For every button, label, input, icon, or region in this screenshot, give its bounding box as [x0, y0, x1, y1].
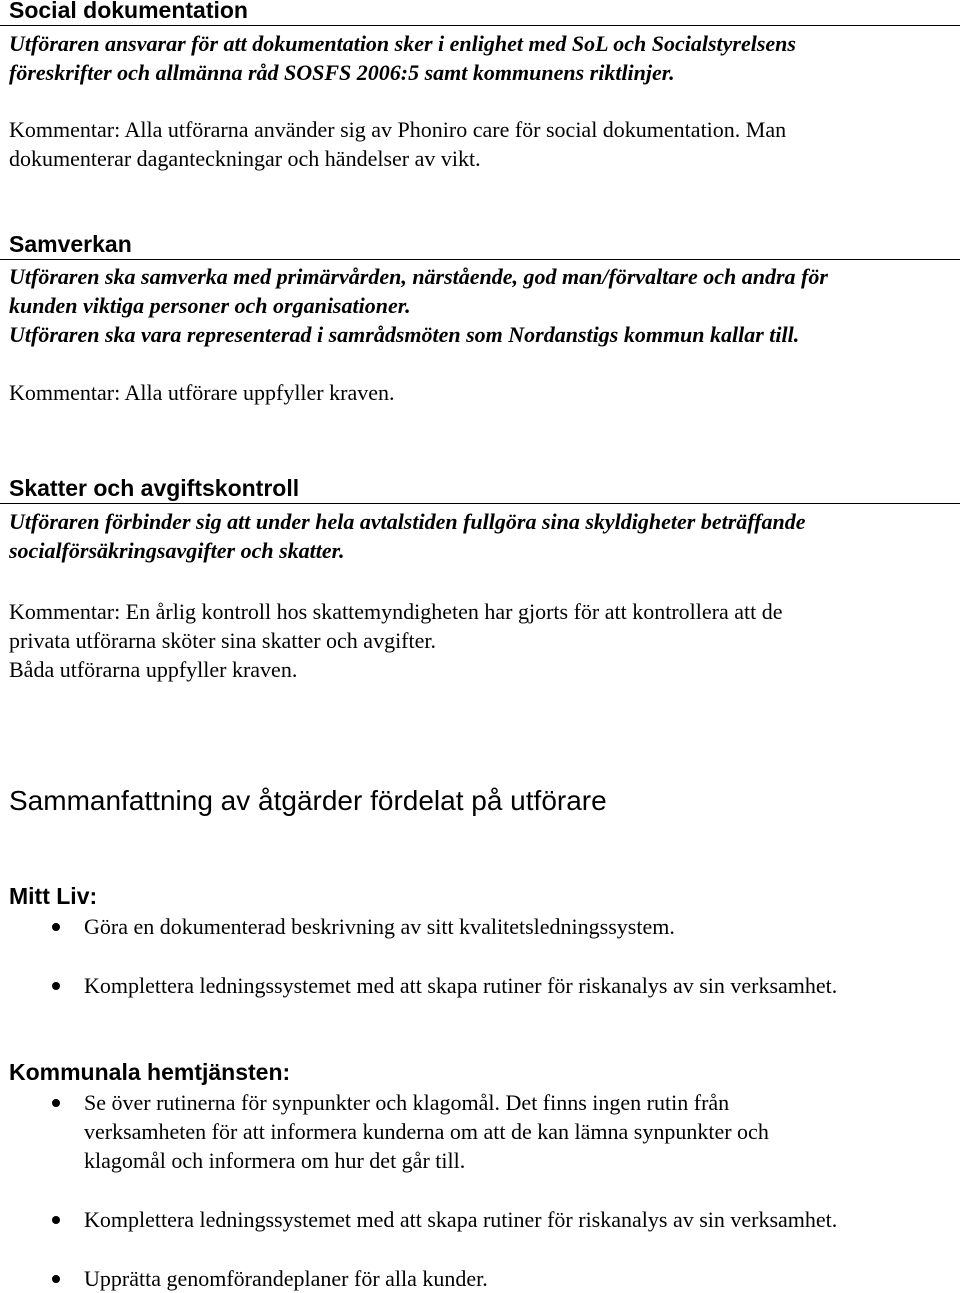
comment-line — [9, 115, 954, 144]
requirement-line: kunden viktiga personer och organisationer. — [9, 293, 411, 318]
comment-text: : Alla utförare uppfyller kraven. — [114, 380, 395, 405]
bullet-icon — [52, 1275, 60, 1283]
summary-title: Sammanfattning av åtgärder fördelat på utförare — [9, 785, 607, 816]
list-item: Göra en dokumenterad beskrivning av sitt kvalitetsledningssystem. — [9, 912, 954, 941]
heading-rule — [0, 25, 960, 26]
requirement-line: Utföraren ska samverka med primärvården, närstående, god man/förvaltare och andra för — [9, 264, 828, 289]
requirement-line: Utföraren ska vara representerad i samrådsmöten som Nordanstigs kommun kallar till. — [9, 322, 800, 347]
comment-line: dokumenterar daganteckningar och händelser av vikt. — [9, 146, 481, 171]
heading-mitt-liv: Mitt Liv: — [9, 883, 98, 909]
comment-line — [9, 597, 954, 626]
comment-text: : En årlig kontroll hos skattemyndigheten har gjorts för att kontrollera att de — [114, 599, 783, 624]
mitt-liv-list — [9, 912, 954, 941]
heading-rule — [0, 259, 960, 260]
mitt-liv-list — [9, 971, 954, 1000]
comment-label: Kommentar — [9, 599, 115, 624]
comment-line — [9, 378, 954, 407]
list-item: Komplettera ledningssystemet med att skapa rutiner för riskanalys av sin verksamhet. — [9, 1205, 954, 1234]
bullet-icon — [52, 1216, 60, 1224]
bullet-icon — [52, 1099, 60, 1107]
requirement-line: socialförsäkringsavgifter och skatter. — [9, 538, 345, 563]
requirement-line: Utföraren ansvarar för att dokumentation sker i enlighet med SoL och Socialstyrelsens — [9, 31, 796, 56]
heading-skatter-och-avgiftskontroll: Skatter och avgiftskontroll — [9, 475, 300, 501]
heading-samverkan: Samverkan — [9, 231, 132, 257]
kommunala-list — [9, 1264, 954, 1293]
comment-line: privata utförarna sköter sina skatter och avgifter. — [9, 628, 437, 653]
comment-label: Kommentar — [9, 117, 115, 142]
requirement-line: föreskrifter och allmänna råd SOSFS 2006:5 samt kommunens riktlinjer. — [9, 60, 675, 85]
heading-kommunala-hemtjansten: Kommunala hemtjänsten: — [9, 1059, 291, 1085]
comment-text: : Alla utförarna använder sig av Phoniro care för social dokumentation. Man — [114, 117, 787, 142]
requirement-line: Utföraren förbinder sig att under hela avtalstiden fullgöra sina skyldigheter beträffande — [9, 509, 806, 534]
list-item: Se över rutinerna för synpunkter och klagomål. Det finns ingen rutin från verksamheten för att informera kunderna om att de kan lämna synpunkter och klagomål och informera om hur det går till. — [9, 1088, 954, 1175]
kommunala-list — [9, 1205, 954, 1234]
heading-rule — [0, 503, 960, 504]
bullet-icon — [52, 923, 60, 931]
comment-line: Båda utförarna uppfyller kraven. — [9, 657, 298, 682]
kommunala-list — [9, 1088, 954, 1175]
comment-label: Kommentar — [9, 380, 115, 405]
list-item: Upprätta genomförandeplaner för alla kunder. — [9, 1264, 954, 1293]
bullet-icon — [52, 982, 60, 990]
list-item: Komplettera ledningssystemet med att skapa rutiner för riskanalys av sin verksamhet. — [9, 971, 954, 1000]
heading-social-dokumentation: Social dokumentation — [9, 0, 248, 23]
